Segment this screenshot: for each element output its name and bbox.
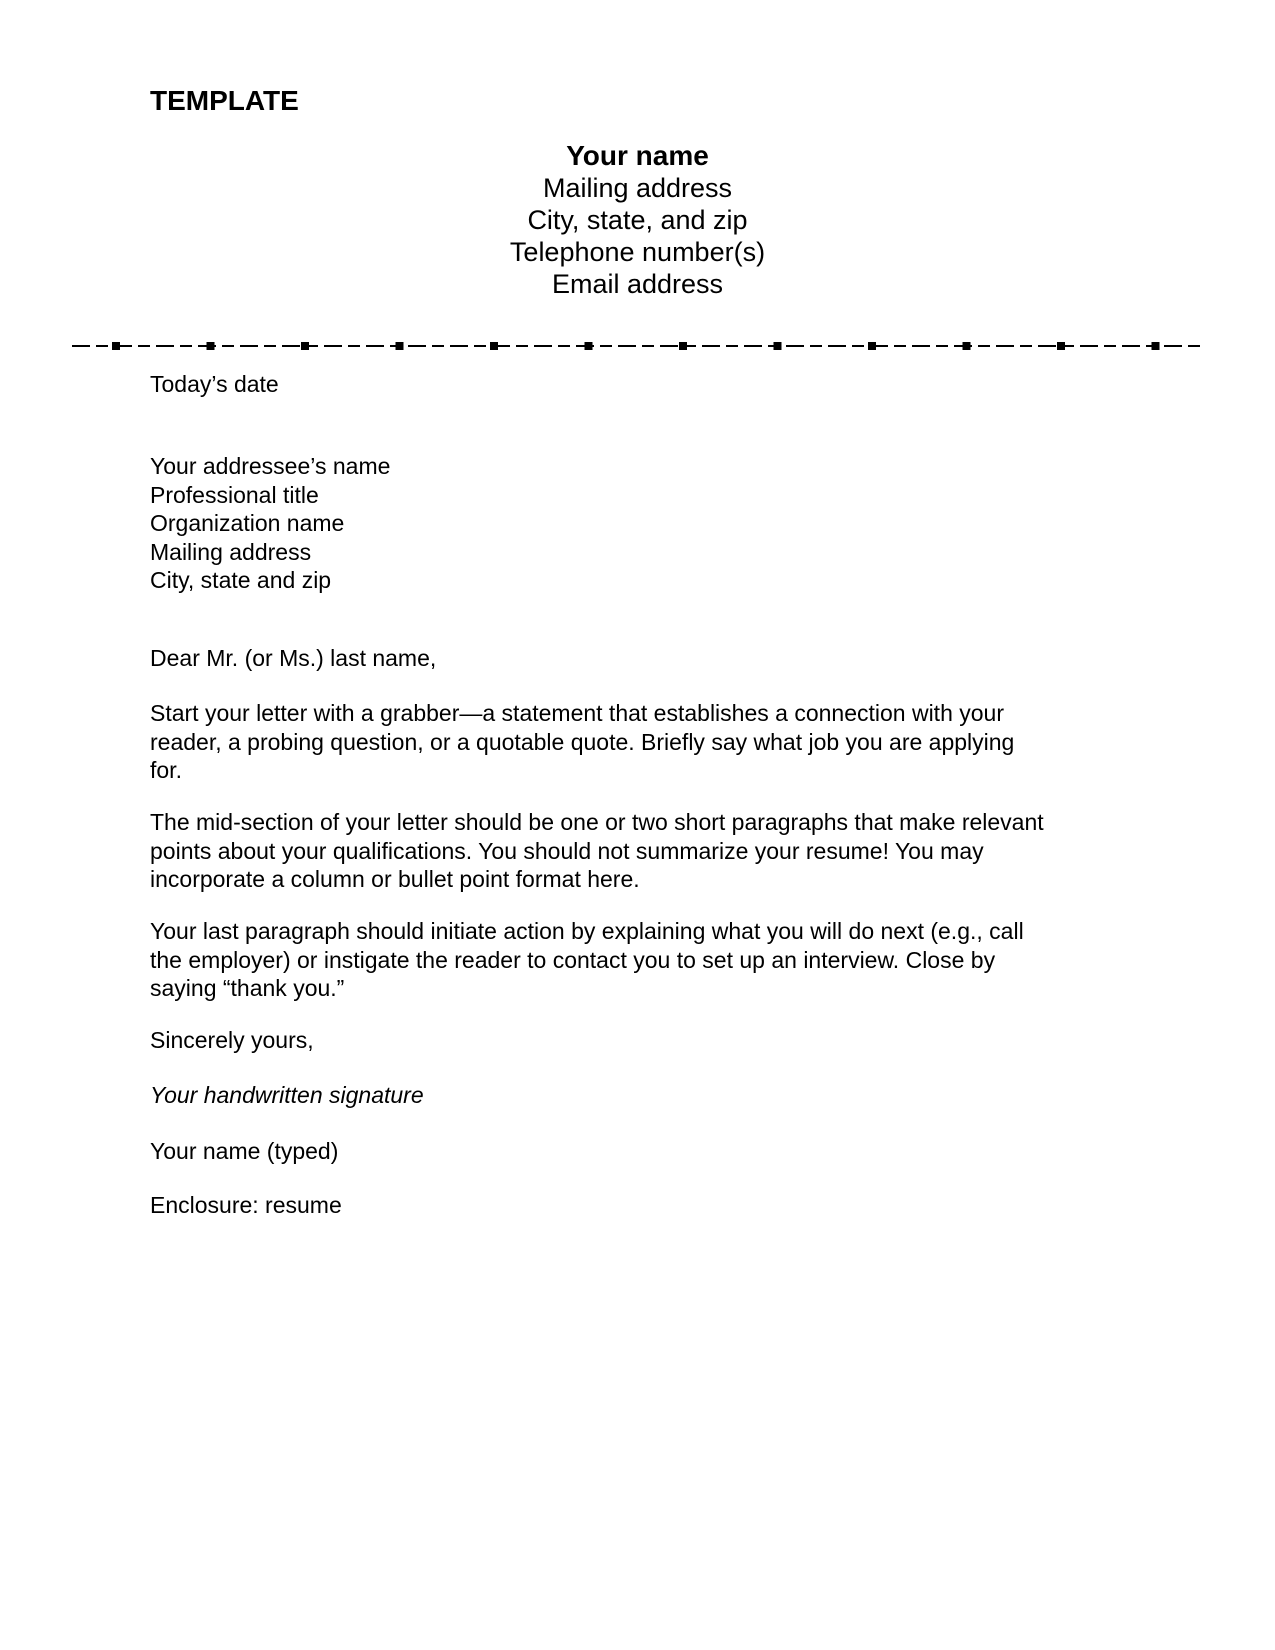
typed-name xyxy=(150,1137,338,1166)
recipient-mailing-address: Mailing address xyxy=(150,538,312,565)
divider-marker xyxy=(868,342,876,350)
salutation-text: Dear Mr. (or Ms.) last name, xyxy=(150,645,437,671)
paragraph-line: saying “thank you.” xyxy=(150,975,345,1001)
signature xyxy=(150,1081,424,1110)
divider-marker xyxy=(679,342,687,350)
signature-text: Your handwritten signature xyxy=(150,1082,424,1108)
letter-date xyxy=(150,370,279,399)
sender-email: Email address xyxy=(551,269,724,299)
enclosure-text: Enclosure: resume xyxy=(150,1192,342,1218)
decorative-divider xyxy=(72,336,1202,356)
divider-marker xyxy=(774,342,782,350)
recipient-title: Professional title xyxy=(150,481,319,508)
divider-marker xyxy=(585,342,593,350)
sender-block xyxy=(0,140,1275,300)
paragraph-line: The mid-section of your letter should be one or two short paragraphs that make relevant xyxy=(150,809,1044,835)
paragraph-line: Your last paragraph should initiate action by explaining what you will do next (e.g., call xyxy=(150,918,1024,944)
divider-marker xyxy=(490,342,498,350)
sender-name: Your name xyxy=(566,140,709,171)
paragraph-line: incorporate a column or bullet point format here. xyxy=(150,866,640,892)
closing xyxy=(150,1026,314,1055)
recipient-block xyxy=(150,452,390,595)
closing-text: Sincerely yours, xyxy=(150,1027,314,1053)
recipient-organization: Organization name xyxy=(150,510,345,536)
divider-marker xyxy=(1057,342,1065,350)
divider-marker xyxy=(207,342,215,350)
paragraph-line: for. xyxy=(150,757,182,783)
recipient-city-state-zip: City, state and zip xyxy=(150,567,332,593)
paragraph-line: reader, a probing question, or a quotable quote. Briefly say what job you are applying xyxy=(150,728,1015,755)
salutation xyxy=(150,644,436,673)
divider-marker xyxy=(1152,342,1160,350)
divider-marker xyxy=(301,342,309,350)
template-heading: TEMPLATE xyxy=(150,85,299,116)
date-text: Today’s date xyxy=(150,371,279,397)
paragraph-middle xyxy=(150,808,1130,894)
divider-marker xyxy=(396,342,404,350)
paragraph-opening xyxy=(150,699,1130,785)
paragraph-closing xyxy=(150,917,1130,1003)
sender-city-state-zip: City, state, and zip xyxy=(527,205,748,235)
sender-mailing-address: Mailing address xyxy=(542,173,733,203)
paragraph-line: the employer) or instigate the reader to contact you to set up an interview. Close by xyxy=(150,946,996,973)
paragraph-line: Start your letter with a grabber—a statement that establishes a connection with your xyxy=(150,700,1004,726)
paragraph-line: points about your qualifications. You should not summarize your resume! You may xyxy=(150,837,984,864)
recipient-name: Your addressee’s name xyxy=(150,453,391,479)
enclosure xyxy=(150,1191,342,1220)
sender-telephone: Telephone number(s) xyxy=(509,237,766,267)
divider-marker xyxy=(112,342,120,350)
divider-marker xyxy=(963,342,971,350)
typed-name-text: Your name (typed) xyxy=(150,1138,339,1164)
